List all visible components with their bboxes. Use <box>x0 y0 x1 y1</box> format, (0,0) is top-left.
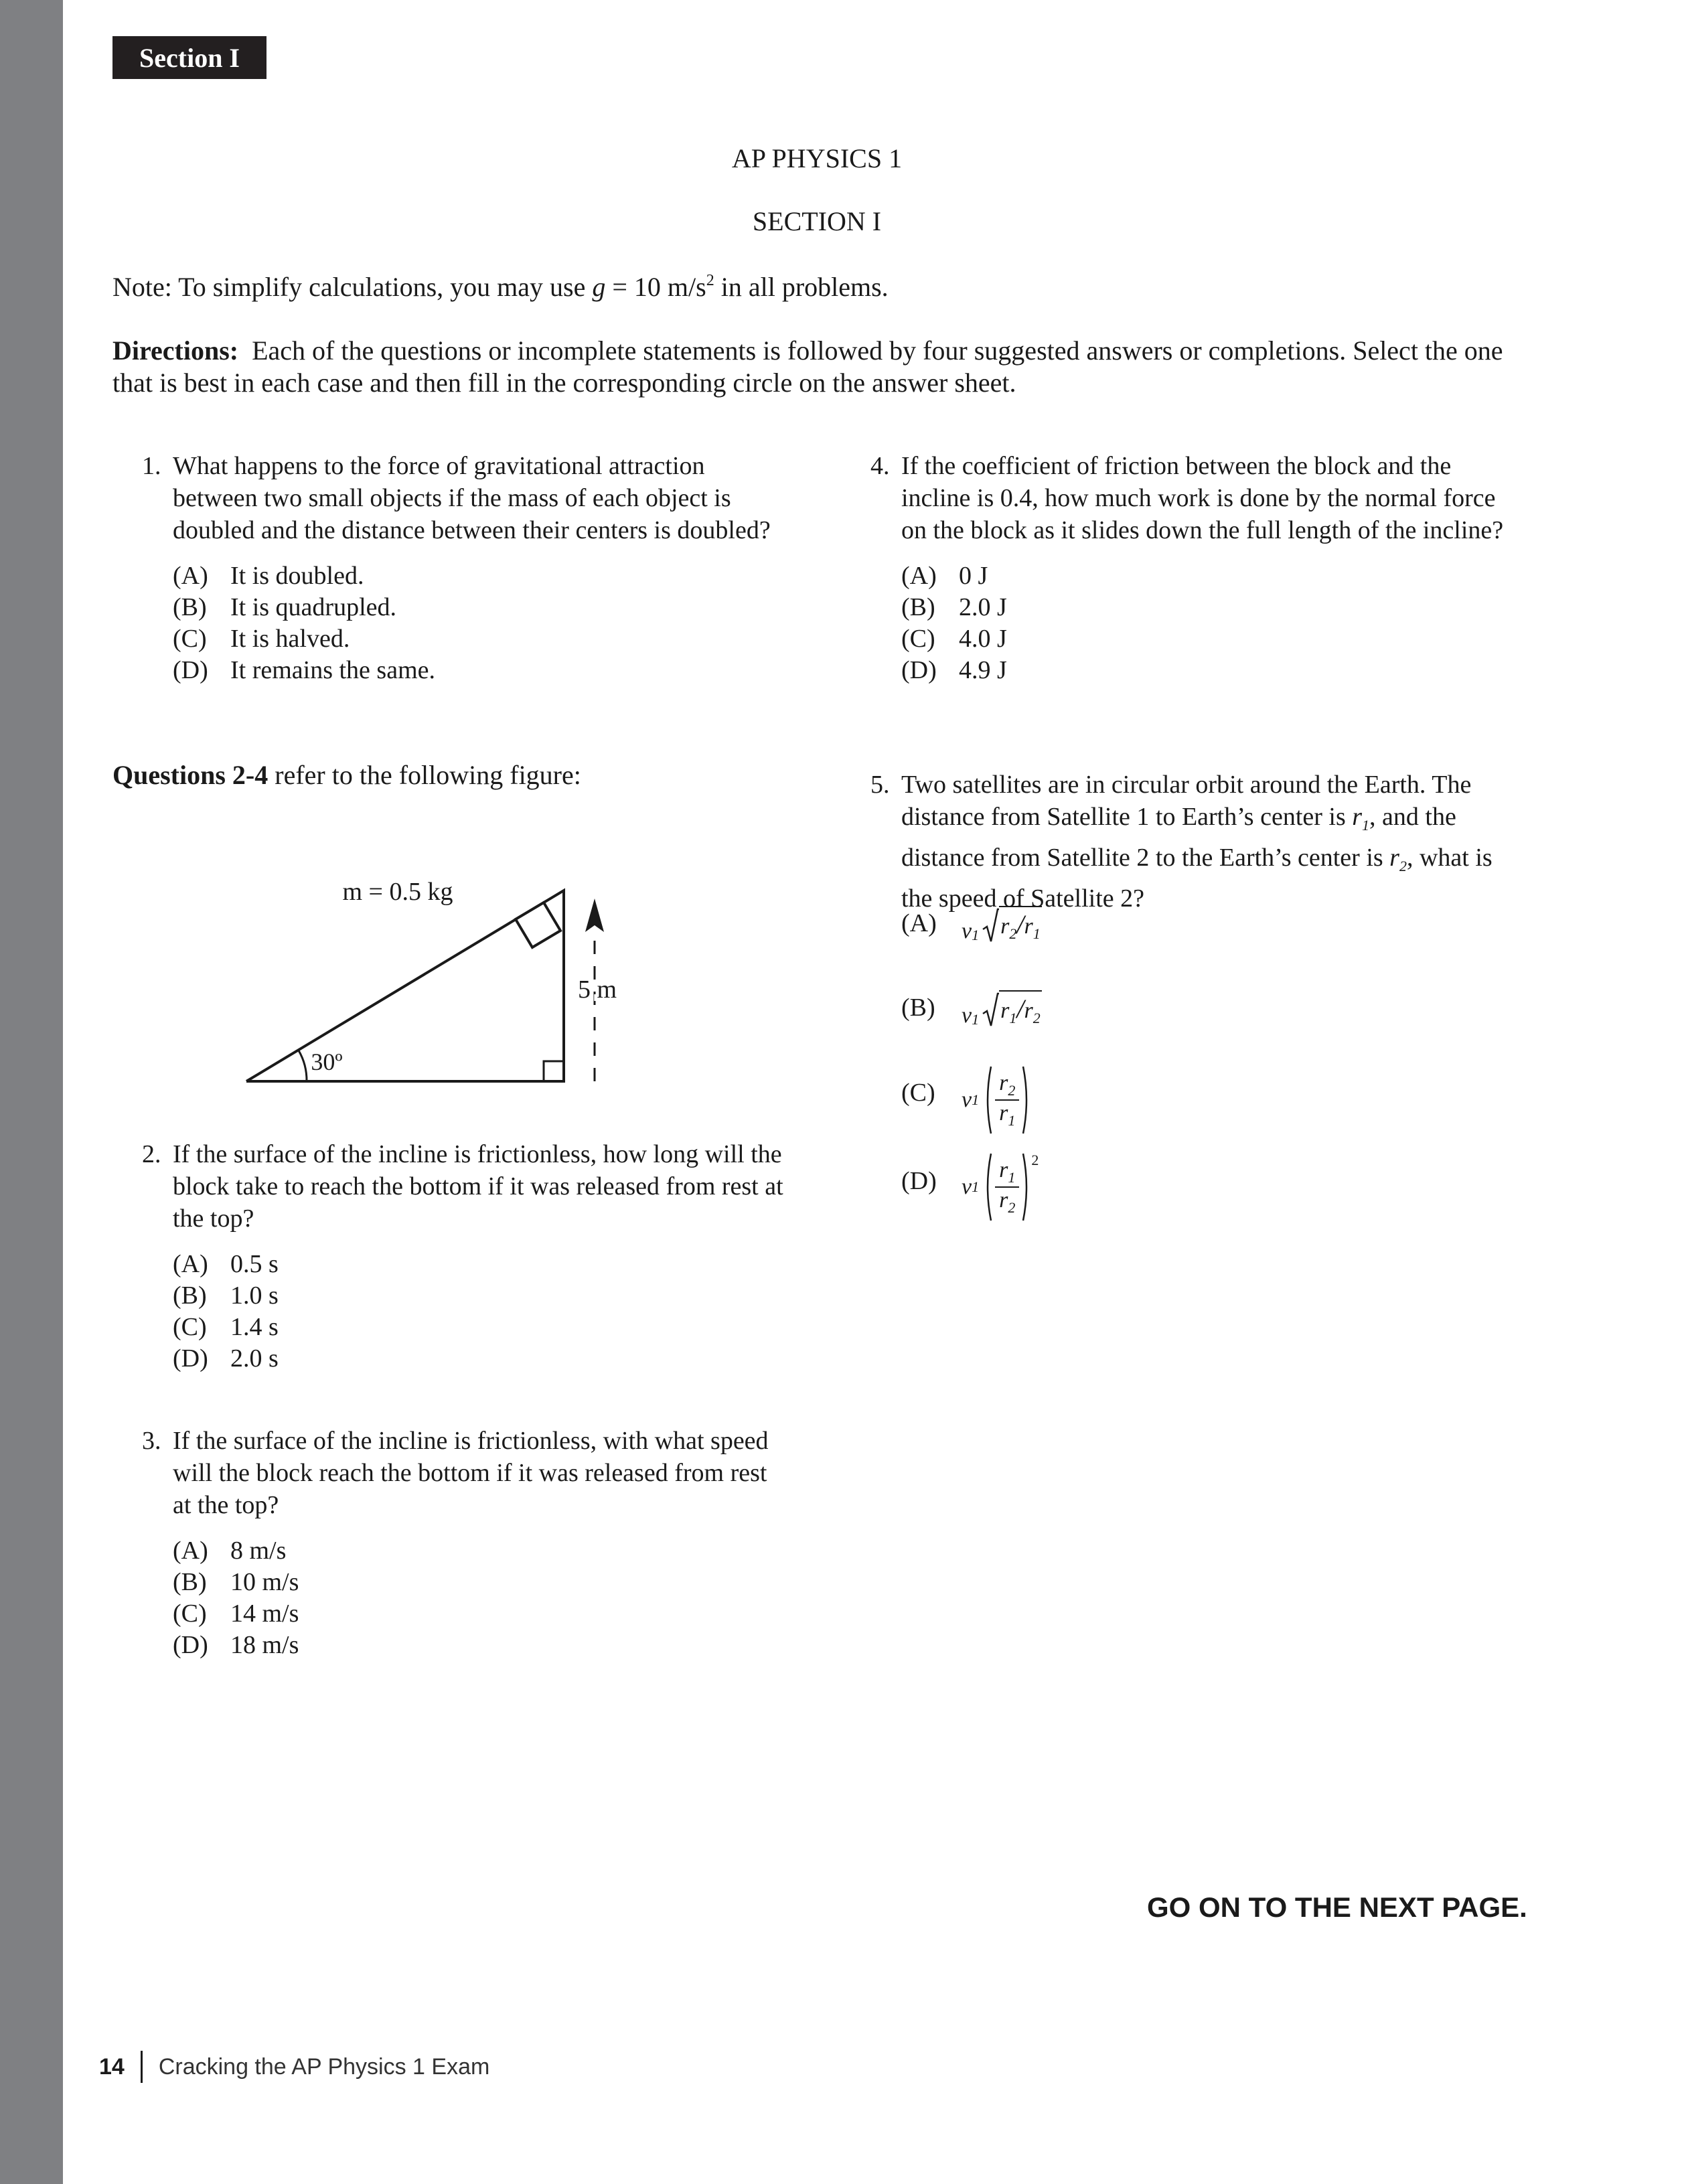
denominator <box>995 1101 1019 1129</box>
choice-text: 10 m/s <box>230 1568 299 1596</box>
v-var: v <box>962 1174 972 1199</box>
choice-b <box>173 1279 812 1311</box>
sub-2: 2 <box>1008 1081 1016 1099</box>
choice-c <box>173 1311 812 1342</box>
page-footer <box>99 2050 489 2084</box>
angle-arc <box>299 1050 307 1081</box>
r1-sub: 1 <box>1362 817 1370 834</box>
question-1 <box>142 450 778 686</box>
fraction <box>995 1071 1019 1130</box>
right-paren <box>1022 1065 1031 1135</box>
choice-a <box>901 560 1513 591</box>
sub-1: 1 <box>972 927 980 943</box>
r-var: r <box>1000 914 1010 939</box>
choice-text: 1.4 s <box>230 1313 279 1341</box>
choice-b <box>173 591 778 623</box>
choice-text: 2.0 J <box>959 593 1007 621</box>
r-var: r <box>1000 998 1010 1023</box>
question-stem: If the surface of the incline is frictionless, with what speed will the block reach the bottom if it was released from rest at the top? <box>173 1427 769 1519</box>
exponent: 2 <box>1031 1152 1039 1168</box>
sub-1: 1 <box>1033 925 1041 942</box>
left-paren <box>983 1065 992 1135</box>
question-stem: If the surface of the incline is frictionless, how long will the block take to reach the bottom if it was released from rest at the top? <box>173 1140 783 1233</box>
directions <box>112 335 1519 399</box>
sub-2: 2 <box>1009 925 1017 942</box>
left-gray-sidebar <box>0 0 63 2184</box>
question-number: 5. <box>870 771 890 799</box>
note-line <box>112 271 889 303</box>
choice-text: 4.0 J <box>959 625 1007 653</box>
choice-a <box>173 1535 785 1566</box>
right-angle-mark <box>544 1061 564 1081</box>
choice-letter: (A) <box>173 562 208 590</box>
note-var: g <box>592 272 606 302</box>
question-3 <box>142 1425 785 1660</box>
question-2 <box>142 1138 812 1374</box>
questions-2-4-intro <box>112 759 581 791</box>
height-label: 5 m <box>577 976 617 1004</box>
choice-letter: (B) <box>173 593 207 621</box>
q5-choice-b-letter: (B) <box>901 994 935 1022</box>
choice-a <box>173 560 778 591</box>
choice-letter: (C) <box>173 1600 207 1628</box>
stem-part: Two satellites are in circular orbit around the Earth. The distance from Satellite 1 to Earth’s center is <box>901 771 1472 831</box>
book-title: Cracking the AP Physics 1 Exam <box>158 2053 490 2080</box>
numerator <box>995 1158 1019 1186</box>
choice-list <box>173 1248 812 1374</box>
choice-letter: (A) <box>173 1537 208 1565</box>
choice-text: 0 J <box>959 562 988 590</box>
sub-2: 2 <box>1033 1010 1041 1026</box>
choice-d <box>173 654 778 686</box>
slash: / <box>1016 909 1024 939</box>
sub-1: 1 <box>1009 1010 1017 1026</box>
choice-d <box>173 1629 785 1660</box>
q5-formula-c <box>962 1063 1031 1137</box>
choice-c <box>901 623 1513 654</box>
choice-letter: (A) <box>901 562 937 590</box>
choice-text: 1.0 s <box>230 1281 279 1310</box>
angle-label: 30º <box>311 1048 343 1075</box>
stem-part: , and the distance from Satellite 2 to the Earth’s center is <box>901 803 1456 872</box>
group-intro-rest: refer to the following figure: <box>268 760 581 790</box>
choice-list <box>901 560 1513 686</box>
choice-text: It remains the same. <box>230 656 436 684</box>
r-var: r <box>999 1157 1008 1182</box>
sub-1: 1 <box>972 1011 980 1028</box>
directions-text: Each of the questions or incomplete statements is followed by four suggested answers or completions. Select the one that is best in each case and then fill in the corresponding circle on the answer sheet. <box>112 335 1503 398</box>
question-stem: What happens to the force of gravitational attraction between two small objects if the mass of each object is doubled and the distance between their centers is doubled? <box>173 452 771 544</box>
note-eq: = 10 m/s <box>605 272 706 302</box>
q5-formula-d <box>962 1150 1039 1224</box>
choice-b <box>173 1566 785 1597</box>
footer-divider <box>141 2051 143 2083</box>
choice-text: 0.5 s <box>230 1250 279 1278</box>
question-4 <box>870 450 1513 686</box>
choice-letter: (D) <box>173 1631 208 1659</box>
v-var: v <box>962 1087 972 1112</box>
choice-d <box>173 1342 812 1374</box>
question-number: 1. <box>142 452 161 480</box>
choice-text: 8 m/s <box>230 1537 287 1565</box>
q5-choice-d-letter: (D) <box>901 1167 937 1195</box>
choice-c <box>173 1597 785 1629</box>
choice-letter: (A) <box>173 1250 208 1278</box>
choice-text: 18 m/s <box>230 1631 299 1659</box>
page-number: 14 <box>99 2053 125 2080</box>
r-var: r <box>1024 914 1033 939</box>
left-paren <box>983 1152 992 1222</box>
choice-d <box>901 654 1513 686</box>
choice-letter: (B) <box>173 1281 207 1310</box>
choice-letter: (D) <box>173 656 208 684</box>
question-number: 3. <box>142 1427 161 1455</box>
section-tab: Section I <box>112 36 266 79</box>
mass-label: m = 0.5 kg <box>342 878 453 906</box>
slash: / <box>1016 994 1024 1024</box>
question-number: 4. <box>870 452 890 480</box>
choice-letter: (C) <box>173 1313 207 1341</box>
choice-c <box>173 623 778 654</box>
choice-letter: (B) <box>173 1568 207 1596</box>
choice-text: 14 m/s <box>230 1600 299 1628</box>
q5-formula-b <box>962 988 1042 1028</box>
question-stem: If the coefficient of friction between the block and the incline is 0.4, how much work is done by the normal force on the block as it slides down the full length of the incline? <box>901 452 1504 544</box>
choice-letter: (D) <box>901 656 937 684</box>
sub-1: 1 <box>1008 1112 1016 1129</box>
choice-a <box>173 1248 812 1279</box>
sub-1: 1 <box>1008 1168 1016 1186</box>
choice-letter: (D) <box>173 1344 208 1373</box>
sub-1: 1 <box>972 1091 980 1108</box>
note-prefix: Note: To simplify calculations, you may use <box>112 272 593 302</box>
r-var: r <box>999 1101 1008 1126</box>
question-number: 2. <box>142 1140 161 1168</box>
choice-letter: (C) <box>901 625 935 653</box>
denominator <box>995 1188 1019 1217</box>
choice-text: 2.0 s <box>230 1344 279 1373</box>
r2-var: r <box>1389 844 1399 872</box>
page-title: AP PHYSICS 1 <box>731 143 903 173</box>
v-var: v <box>962 1003 972 1028</box>
q5-choice-a-letter: (A) <box>901 909 937 937</box>
sqrt-radicand <box>999 906 1042 943</box>
r1-var: r <box>1352 803 1363 831</box>
question-5 <box>870 769 1513 915</box>
group-intro-bold: Questions 2-4 <box>112 760 269 790</box>
question-stem <box>901 769 1513 915</box>
choice-text: It is doubled. <box>230 562 364 590</box>
r-var: r <box>1024 998 1033 1023</box>
fraction <box>995 1158 1019 1217</box>
directions-label: Directions: <box>112 335 239 366</box>
q5-choice-c-letter: (C) <box>901 1079 935 1107</box>
choice-list <box>173 560 778 686</box>
block <box>516 903 560 947</box>
sqrt-sign <box>982 907 999 944</box>
sqrt-sign <box>982 991 999 1028</box>
sqrt-radicand <box>999 990 1042 1027</box>
q5-formula-a <box>962 904 1042 944</box>
r-var: r <box>999 1070 1008 1095</box>
note-suffix: in all problems. <box>714 272 889 302</box>
r2-sub: 2 <box>1399 858 1407 874</box>
choice-text: It is halved. <box>230 625 350 653</box>
incline-figure <box>228 857 643 1098</box>
stem-part: , what is the speed of Satellite 2? <box>901 844 1493 913</box>
choice-list <box>173 1535 785 1660</box>
go-on-next-page: GO ON TO THE NEXT PAGE. <box>1147 1891 1527 1923</box>
choice-letter: (B) <box>901 593 935 621</box>
sub-2: 2 <box>1008 1199 1016 1217</box>
right-paren <box>1022 1152 1031 1222</box>
r-var: r <box>999 1188 1008 1213</box>
note-sup: 2 <box>706 272 714 289</box>
height-arrowhead <box>585 899 604 932</box>
sub-1: 1 <box>972 1178 980 1195</box>
numerator <box>995 1071 1019 1099</box>
choice-b <box>901 591 1513 623</box>
choice-letter: (C) <box>173 625 207 653</box>
choice-text: It is quadrupled. <box>230 593 397 621</box>
page-subtitle: SECTION I <box>752 206 882 236</box>
choice-text: 4.9 J <box>959 656 1007 684</box>
v-var: v <box>962 919 972 943</box>
